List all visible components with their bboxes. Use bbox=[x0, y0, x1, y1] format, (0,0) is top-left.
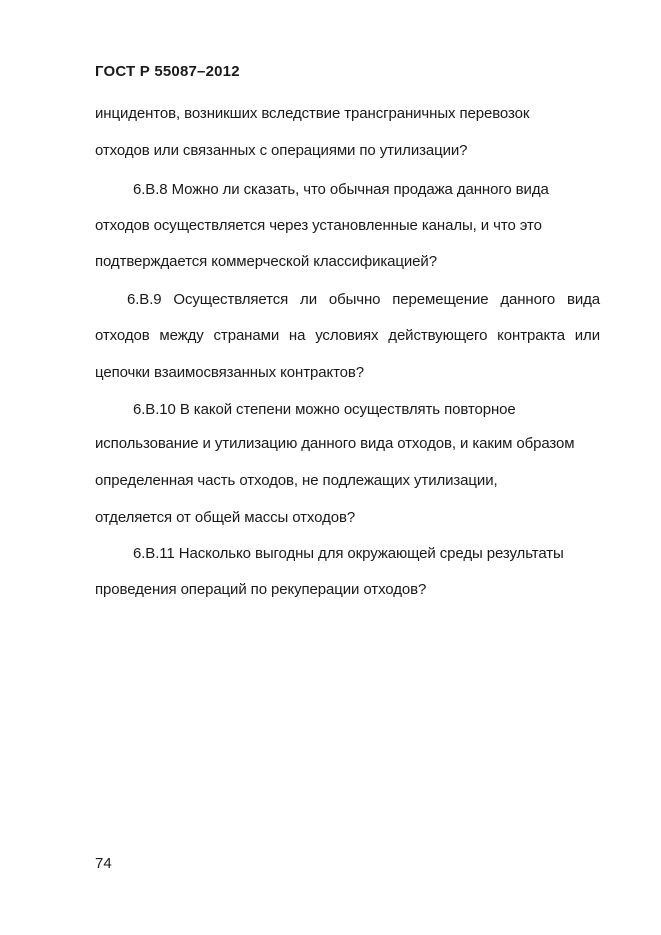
text-line: проведения операций по рекуперации отходов? bbox=[95, 581, 427, 598]
text-line: отходов или связанных с операциями по утилизации? bbox=[95, 142, 468, 159]
text-line: инцидентов, возникших вследствие трансграничных перевозок bbox=[95, 105, 530, 122]
text-line: отходов осуществляется через установленные каналы, и что это bbox=[95, 217, 542, 234]
text-line: отходов между странами на условиях действующего контракта или bbox=[95, 327, 600, 344]
text-line: цепочки взаимосвязанных контрактов? bbox=[95, 364, 365, 381]
paragraph-6b8-line: 6.B.8 Можно ли сказать, что обычная продажа данного вида bbox=[133, 181, 549, 198]
text-line: использование и утилизацию данного вида отходов, и каким образом bbox=[95, 435, 575, 452]
paragraph-6b9-line: 6.B.9 Осуществляется ли обычно перемещение данного вида bbox=[127, 291, 600, 308]
text-line: определенная часть отходов, не подлежащих утилизации, bbox=[95, 472, 498, 489]
document-header: ГОСТ Р 55087–2012 bbox=[95, 63, 240, 80]
paragraph-6b10-line: 6.B.10 В какой степени можно осуществлять повторное bbox=[133, 401, 516, 418]
text-line: отделяется от общей массы отходов? bbox=[95, 509, 356, 526]
paragraph-6b11-line: 6.B.11 Насколько выгодны для окружающей среды результаты bbox=[133, 545, 564, 562]
page-number: 74 bbox=[95, 855, 112, 872]
text-line: подтверждается коммерческой классификацией? bbox=[95, 253, 437, 270]
